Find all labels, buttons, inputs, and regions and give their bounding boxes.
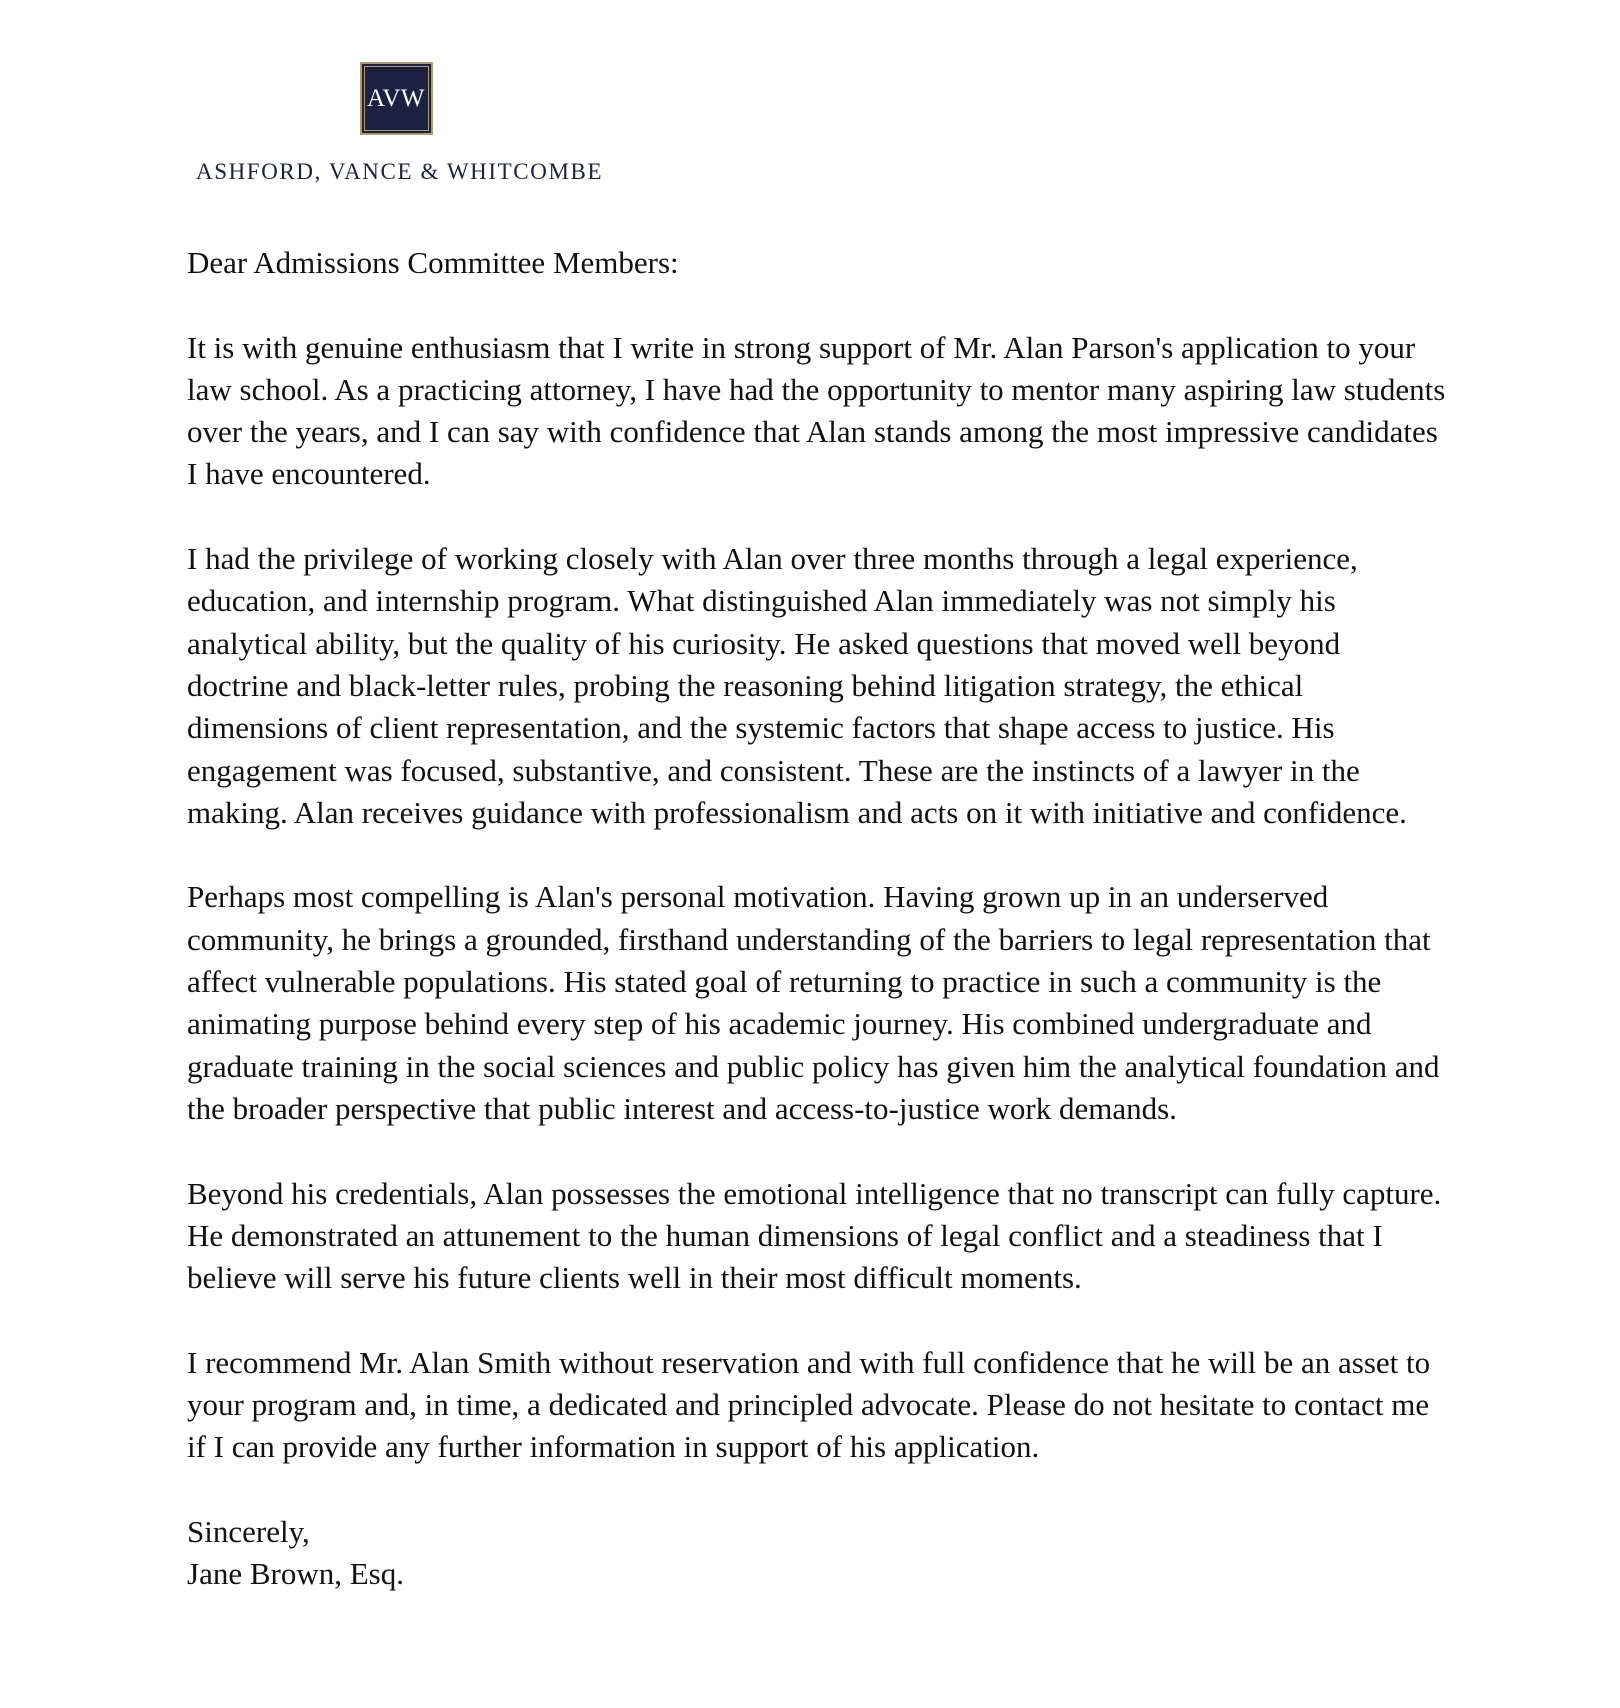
signature-block: [187, 1511, 1447, 1596]
letter-body: [187, 242, 1447, 1596]
paragraph-intro: It is with genuine enthusiasm that I write in strong support of Mr. Alan Parson's application to your law school. As a practicing attorney, I have had the opportunity to mentor many aspiring law students over the years, and I can say with confidence that Alan stands among the most impressive candidates I have encountered.: [187, 329, 1446, 492]
firm-name: ASHFORD, VANCE & WHITCOMBE: [196, 159, 604, 184]
firm-logo: AVW: [360, 62, 433, 135]
closing: Sincerely,: [187, 1513, 310, 1549]
paragraph-recommendation: I recommend Mr. Alan Smith without reservation and with full confidence that he will be an asset to your program and, in time, a dedicated and principled advocate. Please do not hesitate to contact me if I can provide any further information in support of his application.: [187, 1344, 1431, 1465]
paragraph-experience: I had the privilege of working closely with Alan over three months through a legal experience, education, and internship program. What distinguished Alan immediately was not simply his analytical ability, but the quality of his curiosity. He asked questions that moved well beyond doctrine and black-letter rules, probing the reasoning behind litigation strategy, the ethical dimensions of client representation, and the systemic factors that shape access to justice. His engagement was focused, substantive, and consistent. These are the instincts of a lawyer in the making. Alan receives guidance with professionalism and acts on it with initiative and confidence.: [187, 541, 1407, 830]
paragraph-motivation: Perhaps most compelling is Alan's personal motivation. Having grown up in an underserved community, he brings a grounded, firsthand understanding of the barriers to legal representation that affect vulnerable populations. His stated goal of returning to practice in such a community is the animating purpose behind every step of his academic journey. His combined undergraduate and graduate training in the social sciences and public policy has given him the analytical foundation and the broader perspective that public interest and access-to-justice work demands.: [187, 879, 1440, 1126]
letterhead: [196, 62, 604, 185]
salutation: Dear Admissions Committee Members:: [187, 245, 679, 280]
signer-name: Jane Brown, Esq.: [187, 1556, 404, 1592]
paragraph-character: Beyond his credentials, Alan possesses the emotional intelligence that no transcript can fully capture. He demonstrated an attunement to the human dimensions of legal conflict and a steadiness that I believe will serve his future clients well in their most difficult moments.: [187, 1175, 1442, 1296]
